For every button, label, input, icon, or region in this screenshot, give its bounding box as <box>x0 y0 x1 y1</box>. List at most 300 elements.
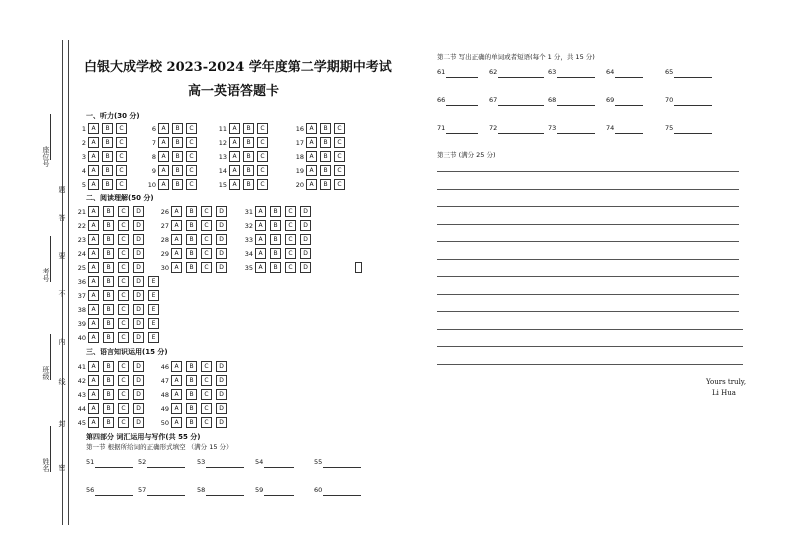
option-bubble[interactable]: E <box>148 332 159 343</box>
side-label-class-label: 班级 <box>42 366 50 380</box>
question-number: 30 <box>160 264 169 272</box>
option-bubble[interactable]: D <box>133 304 144 315</box>
writing-line[interactable] <box>437 206 739 207</box>
question-number: 10 <box>147 181 156 189</box>
option-bubble[interactable]: C <box>118 361 129 372</box>
option-bubble[interactable]: E <box>148 318 159 329</box>
question-number: 17 <box>295 139 304 147</box>
seal-char: 封 <box>58 420 66 427</box>
blank-line[interactable] <box>147 495 185 496</box>
option-bubble[interactable]: A <box>158 179 169 190</box>
option-bubble[interactable]: A <box>171 248 182 259</box>
section2-heading: 第二节 写出正确的单词或者短语(每个 1 分，共 15 分) <box>437 53 595 61</box>
question-number: 48 <box>160 391 169 399</box>
blank-number: 63 <box>548 68 557 76</box>
blank-line[interactable] <box>206 495 244 496</box>
option-bubble[interactable]: A <box>229 137 240 148</box>
option-bubble[interactable]: E <box>148 304 159 315</box>
blank-line[interactable] <box>557 133 595 134</box>
option-bubble[interactable]: C <box>285 206 296 217</box>
writing-line[interactable] <box>437 241 739 242</box>
option-bubble[interactable]: A <box>88 375 99 386</box>
side-fill-line[interactable] <box>50 334 51 380</box>
option-bubble[interactable]: B <box>103 318 114 329</box>
question-number: 33 <box>244 236 253 244</box>
option-bubble[interactable]: B <box>103 262 114 273</box>
option-bubble[interactable]: C <box>201 262 212 273</box>
option-bubble[interactable]: C <box>186 165 197 176</box>
writing-line[interactable] <box>437 329 743 330</box>
blank-line[interactable] <box>323 467 361 468</box>
option-bubble[interactable]: B <box>186 206 197 217</box>
option-bubble[interactable]: B <box>243 165 254 176</box>
option-bubble[interactable]: C <box>285 220 296 231</box>
option-bubble[interactable]: B <box>103 304 114 315</box>
option-bubble[interactable]: C <box>201 234 212 245</box>
blank-line[interactable] <box>264 467 294 468</box>
option-bubble[interactable]: A <box>88 137 99 148</box>
question-number: 43 <box>77 391 86 399</box>
option-bubble[interactable]: A <box>171 206 182 217</box>
option-bubble[interactable]: D <box>133 276 144 287</box>
option-bubble[interactable]: B <box>186 375 197 386</box>
option-bubble[interactable]: A <box>88 361 99 372</box>
option-bubble[interactable]: C <box>334 151 345 162</box>
option-bubble[interactable]: C <box>118 318 129 329</box>
option-bubble[interactable]: D <box>216 375 227 386</box>
blank-line[interactable] <box>446 77 478 78</box>
option-bubble[interactable]: A <box>88 403 99 414</box>
writing-line[interactable] <box>437 276 739 277</box>
option-bubble[interactable]: D <box>216 220 227 231</box>
blank-line[interactable] <box>95 467 133 468</box>
blank-line[interactable] <box>498 105 544 106</box>
blank-number: 55 <box>314 458 323 466</box>
question-number: 25 <box>77 264 86 272</box>
question-number: 12 <box>218 139 227 147</box>
blank-number: 54 <box>255 458 264 466</box>
question-number: 28 <box>160 236 169 244</box>
option-bubble[interactable]: D <box>216 417 227 428</box>
option-bubble[interactable]: B <box>320 165 331 176</box>
option-bubble[interactable]: B <box>320 123 331 134</box>
question-number: 9 <box>151 167 156 175</box>
question-number: 37 <box>77 292 86 300</box>
option-bubble[interactable]: B <box>103 234 114 245</box>
option-bubble[interactable]: B <box>243 123 254 134</box>
option-bubble[interactable]: C <box>118 262 129 273</box>
blank-number: 60 <box>314 486 323 494</box>
seal-char: 题 <box>58 186 66 193</box>
option-bubble[interactable]: B <box>186 234 197 245</box>
option-bubble[interactable]: D <box>133 403 144 414</box>
extra-answer-box[interactable] <box>355 262 362 273</box>
question-number: 6 <box>151 125 156 133</box>
side-fill-line[interactable] <box>50 426 51 472</box>
option-bubble[interactable]: A <box>158 137 169 148</box>
option-bubble[interactable]: B <box>243 179 254 190</box>
blank-line[interactable] <box>615 133 643 134</box>
option-bubble[interactable]: B <box>243 151 254 162</box>
writing-line[interactable] <box>437 294 739 295</box>
option-bubble[interactable]: C <box>285 262 296 273</box>
blank-number: 73 <box>548 124 557 132</box>
option-bubble[interactable]: A <box>171 403 182 414</box>
option-bubble[interactable]: D <box>133 234 144 245</box>
option-bubble[interactable]: D <box>133 332 144 343</box>
blank-line[interactable] <box>95 495 133 496</box>
option-bubble[interactable]: C <box>257 151 268 162</box>
option-bubble[interactable]: C <box>116 179 127 190</box>
option-bubble[interactable]: A <box>88 123 99 134</box>
option-bubble[interactable]: D <box>216 389 227 400</box>
option-bubble[interactable]: D <box>133 290 144 301</box>
option-bubble[interactable]: A <box>88 389 99 400</box>
option-bubble[interactable]: D <box>216 262 227 273</box>
writing-line[interactable] <box>437 224 739 225</box>
option-bubble[interactable]: C <box>201 417 212 428</box>
option-bubble[interactable]: B <box>172 123 183 134</box>
blank-number: 74 <box>606 124 615 132</box>
blank-line[interactable] <box>557 105 595 106</box>
option-bubble[interactable]: D <box>216 361 227 372</box>
option-bubble[interactable]: A <box>229 151 240 162</box>
option-bubble[interactable]: B <box>103 375 114 386</box>
option-bubble[interactable]: A <box>88 151 99 162</box>
option-bubble[interactable]: A <box>171 234 182 245</box>
writing-line[interactable] <box>437 311 739 312</box>
option-bubble[interactable]: C <box>201 206 212 217</box>
option-bubble[interactable]: B <box>186 262 197 273</box>
option-bubble[interactable]: A <box>171 417 182 428</box>
option-bubble[interactable]: B <box>320 179 331 190</box>
question-number: 35 <box>244 264 253 272</box>
blank-number: 64 <box>606 68 615 76</box>
option-bubble[interactable]: B <box>102 165 113 176</box>
option-bubble[interactable]: C <box>118 417 129 428</box>
blank-line[interactable] <box>557 77 595 78</box>
option-bubble[interactable]: B <box>186 417 197 428</box>
option-bubble[interactable]: D <box>300 248 311 259</box>
option-bubble[interactable]: A <box>171 375 182 386</box>
option-bubble[interactable]: C <box>116 137 127 148</box>
option-bubble[interactable]: C <box>201 361 212 372</box>
option-bubble[interactable]: A <box>88 165 99 176</box>
option-bubble[interactable]: E <box>148 276 159 287</box>
option-bubble[interactable]: D <box>133 361 144 372</box>
option-bubble[interactable]: B <box>320 137 331 148</box>
option-bubble[interactable]: B <box>186 389 197 400</box>
option-bubble[interactable]: D <box>216 206 227 217</box>
blank-number: 56 <box>86 486 95 494</box>
side-fill-line[interactable] <box>50 236 51 282</box>
blank-line[interactable] <box>674 77 712 78</box>
option-bubble[interactable]: B <box>103 361 114 372</box>
option-bubble[interactable]: D <box>300 206 311 217</box>
option-bubble[interactable]: A <box>255 206 266 217</box>
question-number: 47 <box>160 377 169 385</box>
option-bubble[interactable]: B <box>186 220 197 231</box>
side-fill-line[interactable] <box>50 114 51 160</box>
seal-char: 内 <box>58 338 66 345</box>
option-bubble[interactable]: A <box>88 318 99 329</box>
writing-line[interactable] <box>437 259 739 260</box>
blank-line[interactable] <box>498 77 544 78</box>
option-bubble[interactable]: C <box>116 151 127 162</box>
question-number: 27 <box>160 222 169 230</box>
question-number: 40 <box>77 334 86 342</box>
option-bubble[interactable]: B <box>103 276 114 287</box>
side-label-name-label: 姓名 <box>42 458 50 472</box>
option-bubble[interactable]: C <box>118 290 129 301</box>
option-bubble[interactable]: A <box>171 389 182 400</box>
option-bubble[interactable]: A <box>255 262 266 273</box>
option-bubble[interactable]: A <box>229 123 240 134</box>
option-bubble[interactable]: C <box>118 234 129 245</box>
option-bubble[interactable]: C <box>201 220 212 231</box>
option-bubble[interactable]: C <box>118 389 129 400</box>
option-bubble[interactable]: A <box>229 165 240 176</box>
question-number: 4 <box>81 167 86 175</box>
option-bubble[interactable]: C <box>118 304 129 315</box>
option-bubble[interactable]: B <box>172 165 183 176</box>
option-bubble[interactable]: A <box>306 123 317 134</box>
option-bubble[interactable]: D <box>133 417 144 428</box>
option-bubble[interactable]: E <box>148 290 159 301</box>
option-bubble[interactable]: B <box>103 206 114 217</box>
option-bubble[interactable]: C <box>118 220 129 231</box>
question-number: 15 <box>218 181 227 189</box>
question-number: 29 <box>160 250 169 258</box>
option-bubble[interactable]: C <box>257 165 268 176</box>
option-bubble[interactable]: B <box>186 248 197 259</box>
option-bubble[interactable]: A <box>88 234 99 245</box>
blank-line[interactable] <box>674 105 712 106</box>
option-bubble[interactable]: D <box>216 234 227 245</box>
option-bubble[interactable]: A <box>306 165 317 176</box>
question-number: 36 <box>77 278 86 286</box>
question-number: 21 <box>77 208 86 216</box>
blank-number: 51 <box>86 458 95 466</box>
option-bubble[interactable]: B <box>270 234 281 245</box>
option-bubble[interactable]: C <box>186 123 197 134</box>
option-bubble[interactable]: C <box>118 375 129 386</box>
question-number: 50 <box>160 419 169 427</box>
option-bubble[interactable]: B <box>172 151 183 162</box>
option-bubble[interactable]: C <box>285 248 296 259</box>
option-bubble[interactable]: A <box>88 220 99 231</box>
question-number: 13 <box>218 153 227 161</box>
option-bubble[interactable]: B <box>186 403 197 414</box>
option-bubble[interactable]: A <box>88 290 99 301</box>
option-bubble[interactable]: A <box>88 206 99 217</box>
blank-number: 72 <box>489 124 498 132</box>
option-bubble[interactable]: B <box>102 179 113 190</box>
listening-heading: 一、听力(30 分) <box>86 112 140 120</box>
option-bubble[interactable]: B <box>102 151 113 162</box>
blank-line[interactable] <box>615 77 643 78</box>
blank-number: 61 <box>437 68 446 76</box>
option-bubble[interactable]: A <box>171 262 182 273</box>
option-bubble[interactable]: C <box>334 123 345 134</box>
option-bubble[interactable]: A <box>158 151 169 162</box>
question-number: 39 <box>77 320 86 328</box>
question-number: 14 <box>218 167 227 175</box>
option-bubble[interactable]: D <box>300 262 311 273</box>
option-bubble[interactable]: B <box>172 179 183 190</box>
option-bubble[interactable]: C <box>186 179 197 190</box>
blank-number: 65 <box>665 68 674 76</box>
option-bubble[interactable]: A <box>171 361 182 372</box>
reading-heading: 二、阅读理解(50 分) <box>86 194 154 202</box>
seal-char: 要 <box>58 252 66 259</box>
option-bubble[interactable]: C <box>118 403 129 414</box>
option-bubble[interactable]: C <box>118 276 129 287</box>
option-bubble[interactable]: C <box>201 403 212 414</box>
blank-line[interactable] <box>147 467 185 468</box>
writing-line[interactable] <box>437 346 743 347</box>
option-bubble[interactable]: A <box>88 248 99 259</box>
question-number: 2 <box>81 139 86 147</box>
option-bubble[interactable]: C <box>334 179 345 190</box>
question-number: 45 <box>77 419 86 427</box>
question-number: 20 <box>295 181 304 189</box>
closing-text: Yours truly, <box>706 378 747 386</box>
option-bubble[interactable]: B <box>270 262 281 273</box>
section3-heading: 第三节 (满分 25 分) <box>437 151 496 159</box>
option-bubble[interactable]: D <box>300 220 311 231</box>
option-bubble[interactable]: C <box>285 234 296 245</box>
option-bubble[interactable]: C <box>257 179 268 190</box>
blank-line[interactable] <box>674 133 712 134</box>
option-bubble[interactable]: B <box>103 248 114 259</box>
blank-line[interactable] <box>206 467 244 468</box>
option-bubble[interactable]: B <box>103 417 114 428</box>
question-number: 32 <box>244 222 253 230</box>
option-bubble[interactable]: A <box>88 276 99 287</box>
question-number: 42 <box>77 377 86 385</box>
option-bubble[interactable]: B <box>172 137 183 148</box>
option-bubble[interactable]: D <box>216 248 227 259</box>
question-number: 41 <box>77 363 86 371</box>
option-bubble[interactable]: A <box>171 220 182 231</box>
seal-char: 答 <box>58 214 66 221</box>
option-bubble[interactable]: C <box>334 165 345 176</box>
option-bubble[interactable]: C <box>201 375 212 386</box>
option-bubble[interactable]: C <box>118 332 129 343</box>
option-bubble[interactable]: B <box>103 290 114 301</box>
blank-number: 52 <box>138 458 147 466</box>
blank-line[interactable] <box>323 495 361 496</box>
option-bubble[interactable]: B <box>102 123 113 134</box>
option-bubble[interactable]: B <box>270 248 281 259</box>
option-bubble[interactable]: D <box>300 234 311 245</box>
question-number: 31 <box>244 208 253 216</box>
option-bubble[interactable]: D <box>133 262 144 273</box>
blank-number: 62 <box>489 68 498 76</box>
question-number: 18 <box>295 153 304 161</box>
question-number: 22 <box>77 222 86 230</box>
blank-number: 57 <box>138 486 147 494</box>
option-bubble[interactable]: C <box>334 137 345 148</box>
binding-line-inner <box>68 40 69 525</box>
option-bubble[interactable]: C <box>116 123 127 134</box>
option-bubble[interactable]: D <box>133 389 144 400</box>
question-number: 5 <box>81 181 86 189</box>
option-bubble[interactable]: C <box>257 123 268 134</box>
option-bubble[interactable]: A <box>88 332 99 343</box>
language-heading: 三、语言知识运用(15 分) <box>86 348 168 356</box>
option-bubble[interactable]: A <box>88 262 99 273</box>
option-bubble[interactable]: D <box>133 375 144 386</box>
writing-line[interactable] <box>437 364 743 365</box>
blank-line[interactable] <box>446 105 478 106</box>
option-bubble[interactable]: A <box>88 417 99 428</box>
blank-line[interactable] <box>615 105 643 106</box>
question-number: 44 <box>77 405 86 413</box>
option-bubble[interactable]: B <box>186 361 197 372</box>
option-bubble[interactable]: C <box>201 389 212 400</box>
option-bubble[interactable]: A <box>158 165 169 176</box>
option-bubble[interactable]: A <box>255 248 266 259</box>
option-bubble[interactable]: B <box>103 220 114 231</box>
option-bubble[interactable]: A <box>255 220 266 231</box>
option-bubble[interactable]: A <box>306 179 317 190</box>
option-bubble[interactable]: B <box>243 137 254 148</box>
option-bubble[interactable]: D <box>133 220 144 231</box>
option-bubble[interactable]: A <box>229 179 240 190</box>
option-bubble[interactable]: B <box>270 206 281 217</box>
question-number: 8 <box>151 153 156 161</box>
option-bubble[interactable]: B <box>102 137 113 148</box>
option-bubble[interactable]: D <box>216 403 227 414</box>
answer-sheet-title: 高一英语答题卡 <box>188 84 280 99</box>
option-bubble[interactable]: B <box>103 389 114 400</box>
option-bubble[interactable]: C <box>186 151 197 162</box>
option-bubble[interactable]: A <box>306 137 317 148</box>
blank-line[interactable] <box>498 133 544 134</box>
blank-number: 66 <box>437 96 446 104</box>
option-bubble[interactable]: D <box>133 206 144 217</box>
option-bubble[interactable]: A <box>306 151 317 162</box>
option-bubble[interactable]: D <box>133 318 144 329</box>
option-bubble[interactable]: C <box>201 248 212 259</box>
option-bubble[interactable]: D <box>133 248 144 259</box>
blank-number: 71 <box>437 124 446 132</box>
option-bubble[interactable]: A <box>88 179 99 190</box>
option-bubble[interactable]: C <box>118 206 129 217</box>
blank-line[interactable] <box>446 133 478 134</box>
option-bubble[interactable]: A <box>88 304 99 315</box>
option-bubble[interactable]: B <box>270 220 281 231</box>
blank-number: 53 <box>197 458 206 466</box>
seal-char: 密 <box>58 464 66 471</box>
blank-line[interactable] <box>264 495 294 496</box>
option-bubble[interactable]: A <box>255 234 266 245</box>
option-bubble[interactable]: B <box>103 332 114 343</box>
blank-number: 70 <box>665 96 674 104</box>
option-bubble[interactable]: C <box>186 137 197 148</box>
option-bubble[interactable]: C <box>257 137 268 148</box>
option-bubble[interactable]: C <box>118 248 129 259</box>
option-bubble[interactable]: A <box>158 123 169 134</box>
writing-line[interactable] <box>437 171 739 172</box>
question-number: 16 <box>295 125 304 133</box>
option-bubble[interactable]: C <box>116 165 127 176</box>
option-bubble[interactable]: B <box>103 403 114 414</box>
writing-line[interactable] <box>437 189 739 190</box>
option-bubble[interactable]: B <box>320 151 331 162</box>
